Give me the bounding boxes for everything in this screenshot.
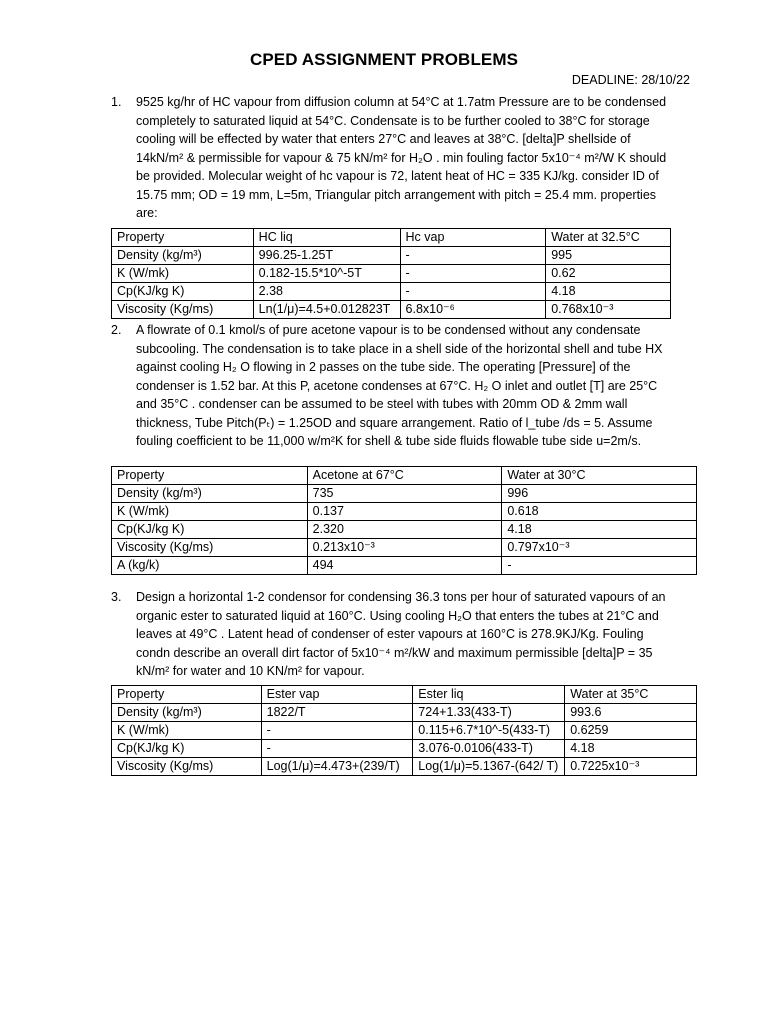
table-cell: 4.18 <box>502 521 697 539</box>
table-cell: 0.62 <box>546 265 671 283</box>
table-row <box>112 740 697 758</box>
table-cell: 996 <box>502 485 697 503</box>
table-cell: 4.18 <box>565 740 697 758</box>
problem-number: 3. <box>111 590 122 604</box>
table-cell: - <box>261 722 413 740</box>
table-cell: Ln(1/μ)=4.5+0.012823T <box>253 301 400 319</box>
table-cell: - <box>502 557 697 575</box>
table-cell: 735 <box>307 485 502 503</box>
table-header-row <box>112 229 671 247</box>
table-cell: Density (kg/m³) <box>112 247 254 265</box>
problem-text: 9525 kg/hr of HC vapour from diffusion column at 54°C at 1.7atm Pressure are to be condensed completely to saturated liquid at 54°C. Condensate is to be further cooled to 38°C for storage cooling will be effected by water that enters 27°C and leaves at 38°C. [delta]P shellside of 14kN/m² & permissible for vapour & 75 kN/m² for H₂O . min fouling factor 5x10⁻⁴ m²/W K should be provided. Molecular weight of hc vapour is 72, latent heat of HC = 335 KJ/kg. consider ID of 15.75 mm; OD = 19 mm, L=5m, Triangular pitch arrangement with pitch = 25.4 mm. properties are: <box>136 95 667 220</box>
table-cell: 0.213x10⁻³ <box>307 539 502 557</box>
table-cell: 0.797x10⁻³ <box>502 539 697 557</box>
table-cell: Cp(KJ/kg K) <box>112 283 254 301</box>
table-row <box>112 265 671 283</box>
table-cell: 0.7225x10⁻³ <box>565 758 697 776</box>
problem-number: 1. <box>111 95 122 109</box>
problem-number: 2. <box>111 323 122 337</box>
table-header-cell: Property <box>112 467 308 485</box>
table-header-cell: Water at 35°C <box>565 686 697 704</box>
properties-table-1 <box>111 228 671 319</box>
table-cell: 0.137 <box>307 503 502 521</box>
problem-2 <box>111 321 671 451</box>
table-cell: Density (kg/m³) <box>112 704 262 722</box>
table-cell: K (W/mk) <box>112 503 308 521</box>
properties-table-3 <box>111 685 697 776</box>
problem-1 <box>111 93 671 223</box>
table-cell: - <box>400 265 546 283</box>
table-cell: Density (kg/m³) <box>112 485 308 503</box>
table-header-cell: Property <box>112 686 262 704</box>
table-header-row <box>112 467 697 485</box>
table-cell: Cp(KJ/kg K) <box>112 740 262 758</box>
table-cell: Log(1/μ)=5.1367-(642/ T) <box>413 758 565 776</box>
table-cell: 3.076-0.0106(433-T) <box>413 740 565 758</box>
table-cell: 995 <box>546 247 671 265</box>
table-row <box>112 722 697 740</box>
table-cell: 2.320 <box>307 521 502 539</box>
table-cell: Log(1/μ)=4.473+(239/T) <box>261 758 413 776</box>
table-cell: - <box>261 740 413 758</box>
table-header-cell: Property <box>112 229 254 247</box>
table-row <box>112 557 697 575</box>
problem-3 <box>111 588 671 681</box>
table-header-cell: Acetone at 67°C <box>307 467 502 485</box>
table-cell: - <box>400 247 546 265</box>
table-cell: 0.115+6.7*10^-5(433-T) <box>413 722 565 740</box>
table-row <box>112 758 697 776</box>
table-cell: A (kg/k) <box>112 557 308 575</box>
table-cell: Viscosity (Kg/ms) <box>112 301 254 319</box>
table-cell: K (W/mk) <box>112 722 262 740</box>
table-row <box>112 247 671 265</box>
table-header-cell: Ester liq <box>413 686 565 704</box>
page-title: CPED ASSIGNMENT PROBLEMS <box>249 50 519 69</box>
table-header-cell: Ester vap <box>261 686 413 704</box>
table-cell: 0.768x10⁻³ <box>546 301 671 319</box>
problem-text: Design a horizontal 1-2 condensor for condensing 36.3 tons per hour of saturated vapours of an organic ester to saturated liquid at 160°C. Using cooling H₂O that enters the tubes at 21°C and leaves at 49°C . Latent head of condenser of ester vapours at 160°C is 278.9KJ/Kg. Fouling condn describe an overall dirt factor of 5x10⁻⁴ m²/kW and maximum permissible [delta]P = 35 kN/m² for water and 10 KN/m² for vapour. <box>136 590 666 678</box>
table-row <box>112 485 697 503</box>
table-cell: 996.25-1.25T <box>253 247 400 265</box>
table-row <box>112 539 697 557</box>
table-cell: Cp(KJ/kg K) <box>112 521 308 539</box>
table-row <box>112 283 671 301</box>
table-row <box>112 503 697 521</box>
table-cell: 494 <box>307 557 502 575</box>
deadline: DEADLINE: 28/10/22 <box>571 73 690 87</box>
table-row <box>112 301 671 319</box>
problem-text: A flowrate of 0.1 kmol/s of pure acetone vapour is to be condensed without any condensate subcooling. The condensation is to take place in a shell side of the horizontal shell and tube HX against cooling H₂ O flowing in 2 passes on the tube side. The operating [Pressure] of the condenser is 1.52 bar. At this P, acetone condenses at 67°C. H₂ O inlet and outlet [T] are 25°C and 35°C . condenser can be assumed to be steel with tubes with 20mm OD & 2mm wall thickness, Tube Pitch(Pₜ) = 1.25OD and square arrangement. Ratio of l_tube /ds = 5. Assume fouling coefficient to be 11,000 w/m²K for shell & tube side fluids flowable tube side u=2m/s. <box>136 323 663 448</box>
table-cell: K (W/mk) <box>112 265 254 283</box>
table-row <box>112 521 697 539</box>
table-cell: 0.182-15.5*10^-5T <box>253 265 400 283</box>
table-cell: 2.38 <box>253 283 400 301</box>
table-cell: - <box>400 283 546 301</box>
properties-table-2 <box>111 466 697 575</box>
table-cell: Viscosity (Kg/ms) <box>112 539 308 557</box>
table-cell: Viscosity (Kg/ms) <box>112 758 262 776</box>
table-cell: 1822/T <box>261 704 413 722</box>
table-cell: 4.18 <box>546 283 671 301</box>
table-header-cell: Water at 32.5°C <box>546 229 671 247</box>
table-cell: 0.6259 <box>565 722 697 740</box>
table-header-cell: HC liq <box>253 229 400 247</box>
table-cell: 6.8x10⁻⁶ <box>400 301 546 319</box>
table-cell: 0.618 <box>502 503 697 521</box>
table-row <box>112 704 697 722</box>
table-header-cell: Water at 30°C <box>502 467 697 485</box>
table-header-cell: Hc vap <box>400 229 546 247</box>
table-cell: 993.6 <box>565 704 697 722</box>
table-cell: 724+1.33(433-T) <box>413 704 565 722</box>
table-header-row <box>112 686 697 704</box>
